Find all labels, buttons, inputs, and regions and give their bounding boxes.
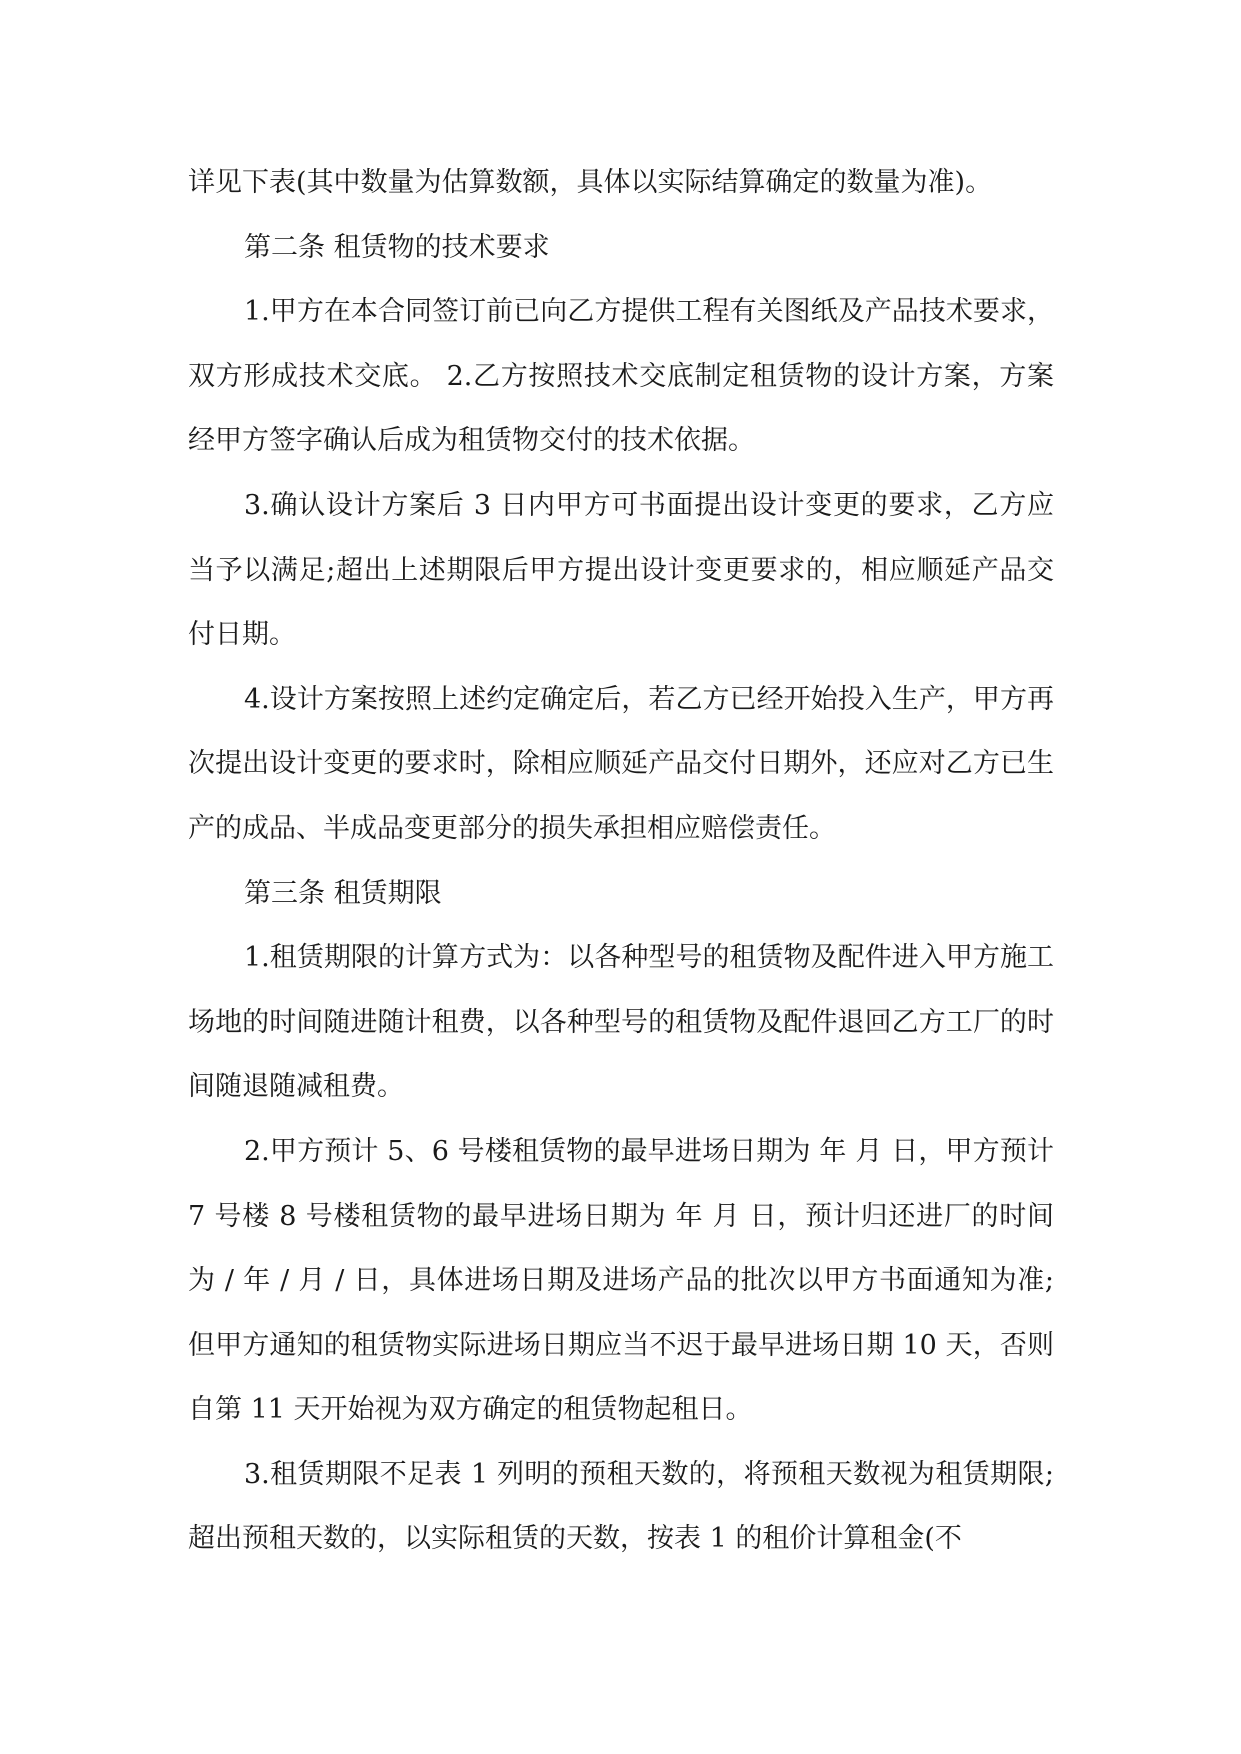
paragraph-table-note: 详见下表(其中数量为估算数额，具体以实际结算确定的数量为准)。 [188,167,993,198]
paragraph-clause-3-3: 3.租赁期限不足表 1 列明的预租天数的，将预租天数视为租赁期限;超出预租天数的，以实际租赁的天数，按表 1 的租价计算租金(不 [188,1458,1054,1555]
paragraph-clause-3-1: 1.租赁期限的计算方式为：以各种型号的租赁物及配件进入甲方施工场地的时间随进随计租费，以各种型号的租赁物及配件退回乙方工厂的时间随退随减租费。 [188,942,1054,1103]
paragraph-clause-2-4: 4.设计方案按照上述约定确定后，若乙方已经开始投入生产，甲方再次提出设计变更的要求时，除相应顺延产品交付日期外，还应对乙方已生产的成品、半成品变更部分的损失承担相应赔偿责任。 [188,683,1054,844]
paragraph-clause-2-1-2: 1.甲方在本合同签订前已向乙方提供工程有关图纸及产品技术要求，双方形成技术交底。 2.乙方按照技术交底制定租赁物的设计方案，方案经甲方签字确认后成为租赁物交付的技术依据。 [188,296,1054,457]
paragraph-clause-2-3: 3.确认设计方案后 3 日内甲方可书面提出设计变更的要求，乙方应当予以满足;超出上述期限后甲方提出设计变更要求的，相应顺延产品交付日期。 [188,489,1054,651]
paragraph-clause-3-2: 2.甲方预计 5、6 号楼租赁物的最早进场日期为 年 月 日，甲方预计 7 号楼 8 号楼租赁物的最早进场日期为 年 月 日，预计归还进厂的时间为 / 年 / 月 / 日，具体进场日期及进场产品的批次以甲方书面通知为准;但甲方通知的租赁物实际进场日期应当不迟于最早进场日期 10 天，否则自第 11 天开始视为双方确定的租赁物起租日。 [188,1135,1054,1426]
section-heading-article-2: 第二条 租赁物的技术要求 [244,231,550,263]
document-body [188,151,1054,1572]
section-heading-article-3: 第三条 租赁期限 [244,877,442,909]
